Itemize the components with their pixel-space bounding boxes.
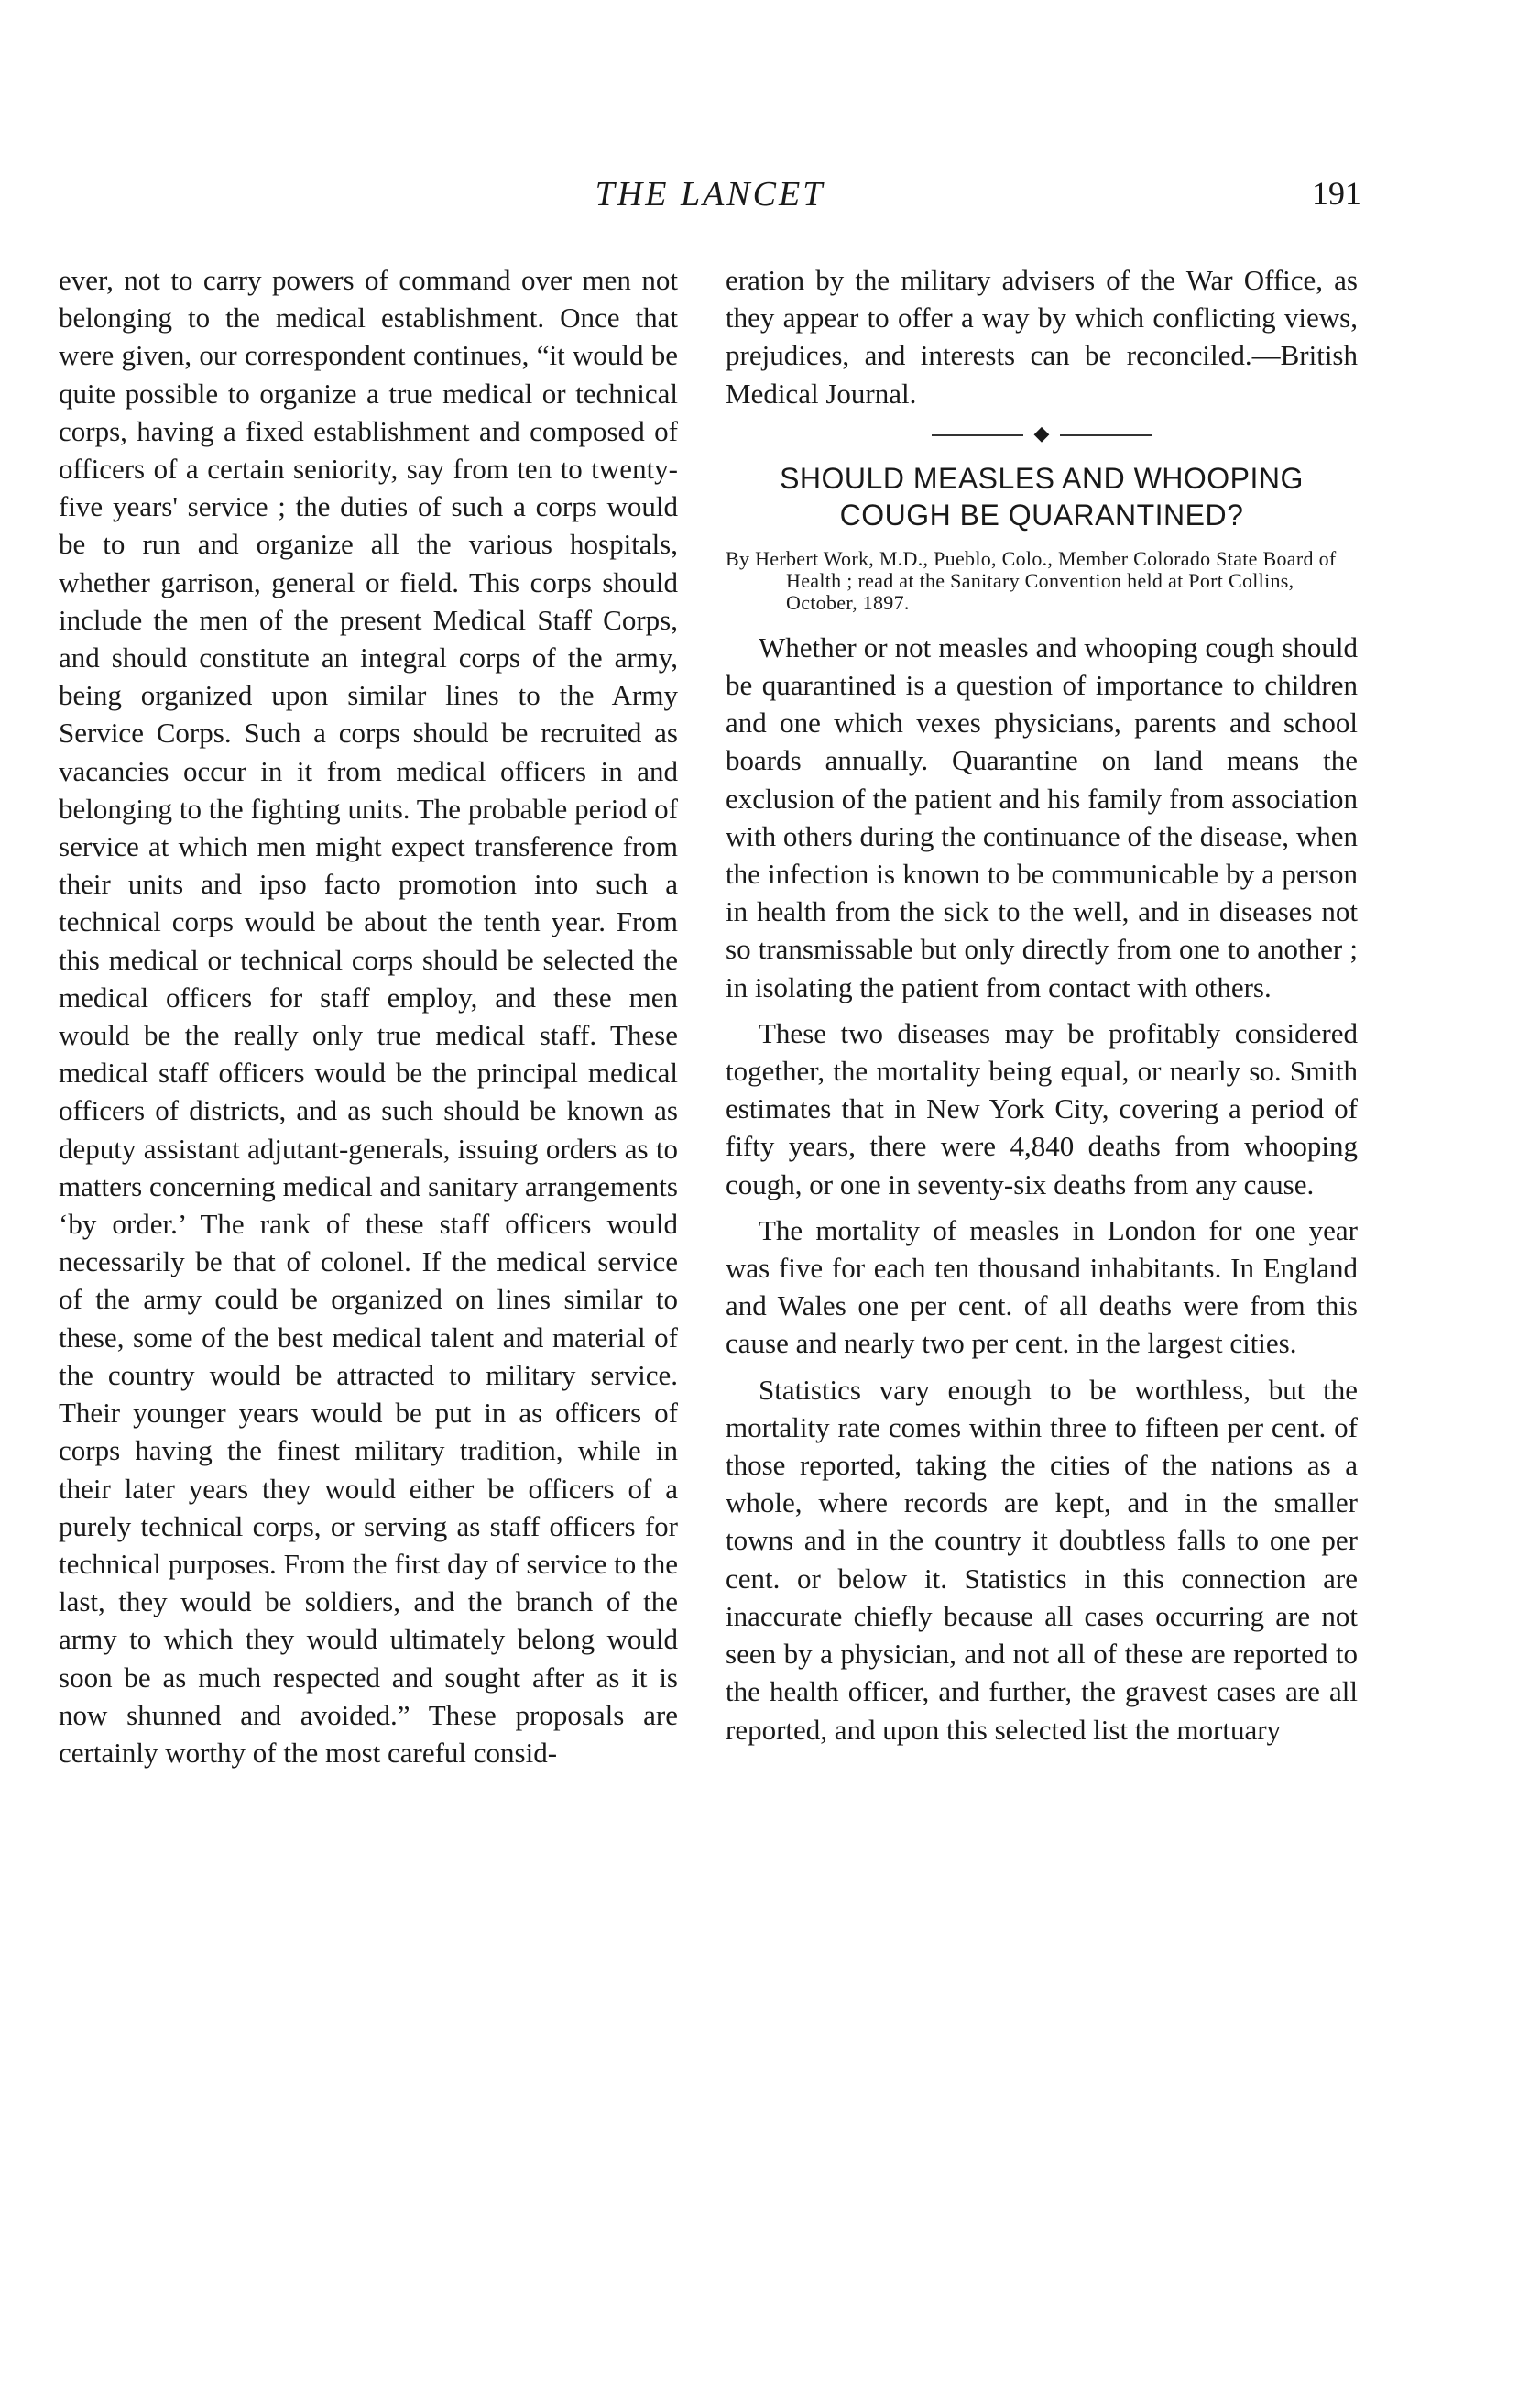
right-paragraph-1: eration by the military advisers of the War Office, as they appear to offer a way by which conflicting views, prejudices, and interests can be reconciled.—British Medical Journal. xyxy=(726,264,1358,410)
divider-line-right xyxy=(1060,434,1152,436)
right-paragraph-2: Whether or not measles and whooping cough should be quarantined is a question of importance to children and one which vexes physicians, parents and school boards annually. Quarantine on land means the exclusion of the patient and his family from association with others during the continuance of the disease, when the infection is known to be communicable by a person in health from the sick to the well, and in diseases not so transmissable but only directly from one to another ; in isolating the patient from contact with others. xyxy=(726,630,1358,1003)
right-column xyxy=(726,261,1358,1757)
article-byline: By Herbert Work, M.D., Pueblo, Colo., Member Colorado State Board of Health ; read at the Sanitary Convention held at Port Collins, October, 1897. xyxy=(726,546,1337,614)
right-paragraph-4: The mortality of measles in London for one year was five for each ten thousand inhabitants. In England and Wales one per cent. of all deaths were from this cause and nearly two per cent. in the largest cities. xyxy=(726,1213,1358,1360)
right-paragraph-5: Statistics vary enough to be worthless, but the mortality rate comes within three to fifteen per cent. of those reported, taking the cities of the nations as a whole, where records are kept, and in the smaller towns and in the country it doubtless falls to one per cent. or below it. Statistics in this connection are inaccurate chiefly because all cases occurring are not seen by a physician, and not all of these are reported to the health officer, and further, the gravest cases are all reported, and upon this selected list the mortuary xyxy=(726,1373,1358,1746)
right-paragraph-3: These two diseases may be profitably considered together, the mortality being equal, or nearly so. Smith estimates that in New York City, covering a period of fifty years, there were 4,840 deaths from whooping cough, or one in seventy-six deaths from any cause. xyxy=(726,1016,1358,1200)
section-divider xyxy=(932,421,1152,444)
divider-ornament: ◆ xyxy=(1033,421,1050,444)
page-header xyxy=(59,174,1361,229)
running-title: THE LANCET xyxy=(595,175,825,214)
divider-line-left xyxy=(932,434,1023,436)
left-paragraph-1: ever, not to carry powers of command over men not belonging to the medical establishment. Once that were given, our correspondent continues, “it would be quite possible to organize a true medical or technical corps, having a fixed establishment and composed of officers of a certain seniority, say from ten to twenty-five years' service ; the duties of such a corps would be to run and organize all the various hospitals, whether garrison, general or field. This corps should include the men of the present Medical Staff Corps, and should constitute an integral corps of the army, being organized upon similar lines to the Army Service Corps. Such a corps should be recruited as vacancies occur in it from medical officers in and belonging to the fighting units. The probable period of service at which men might expect transference from their units and ipso facto promotion into such a technical corps would be about the tenth year. From this medical or technical corps should be selected the medical officers for staff employ, and these men would be the really only true medical staff. These medical staff officers would be the principal medical officers of districts, and as such should be known as deputy assistant adjutant-generals, issuing orders as to matters concerning medical and sanitary arrangements ‘by order.’ The rank of these staff officers would necessarily be that of colonel. If the medical service of the army could be organized on lines similar to these, some of the best medical talent and material of the country would be attracted to military service. Their younger years would be put in as officers of corps having the finest military tradition, while in their later years they would either be officers of a purely technical corps, or serving as staff officers for technical purposes. From the first day of service to the last, they would be soldiers, and the branch of the army to which they would ultimately belong would soon be as much respected and sought after as it is now shunned and avoided.” These proposals are certainly worthy of the most careful consid- xyxy=(59,264,678,1769)
left-column xyxy=(59,261,678,1780)
page-number: 191 xyxy=(1312,175,1361,212)
article-title: SHOULD MEASLES AND WHOOPING COUGH BE QUARANTINED? xyxy=(780,461,1304,532)
